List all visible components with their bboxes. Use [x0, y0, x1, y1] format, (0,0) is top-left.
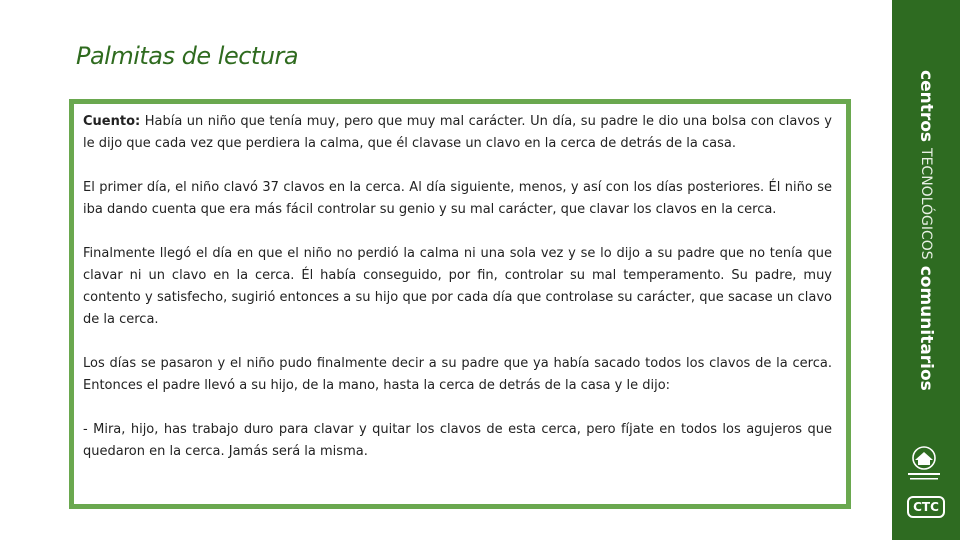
story-paragraph-3: Finalmente llegó el día en que el niño no perdió la calma ni una sola vez y se lo dijo a su padre que no tenía que clavar ni un clavo en la cerca. Él había conseguido, por fin, controlar su mal temperamento. Su padre, muy contento y satisfecho, sugirió entonces a su hijo que por cada día que controlase su carácter, que sacase un clavo de la cerca.: [83, 246, 832, 327]
story-paragraph-4: Los días se pasaron y el niño pudo finalmente decir a su padre que ya había sacado todos los clavos de la cerca. Entonces el padre llevó a su hijo, de la mano, hasta la cerca de detrás de la casa y le dijo:: [83, 356, 832, 393]
ctc-logo-badge: CTC: [907, 496, 945, 518]
story-intro: Había un niño que tenía muy, pero que muy mal carácter. Un día, su padre le dio una bolsa con clavos y le dijo que cada vez que perdiera la calma, que él clavase un clavo en la cerca de detrás de la casa.: [83, 114, 832, 151]
story-paragraph-5: - Mira, hijo, has trabajo duro para clavar y quitar los clavos de esta cerca, pero fíjate en todos los agujeros que quedaron en la cerca. Jamás será la misma.: [83, 422, 832, 459]
brand-wordmark: [912, 70, 942, 410]
story-paragraph-2: El primer día, el niño clavó 37 clavos en la cerca. Al día siguiente, menos, y así con los días posteriores. Él niño se iba dando cuenta que era más fácil controlar su genio y su mal carácter, que clavar los clavos en la cerca.: [83, 180, 832, 217]
story-box: [69, 99, 851, 509]
slide-title: Palmitas de lectura: [76, 42, 299, 70]
brand-word-tecnologicos: TECNOLÓGICOS: [918, 148, 934, 260]
story-paragraph-1: [83, 111, 832, 155]
brand-word-comunitarios: comunitarios: [916, 265, 936, 391]
government-seal-icon: [904, 444, 944, 484]
story-lead-label: Cuento:: [83, 114, 141, 129]
brand-word-centros: centros: [916, 70, 936, 143]
brand-wordmark-text: [916, 70, 936, 391]
brand-wordmark-svg: [912, 70, 942, 410]
